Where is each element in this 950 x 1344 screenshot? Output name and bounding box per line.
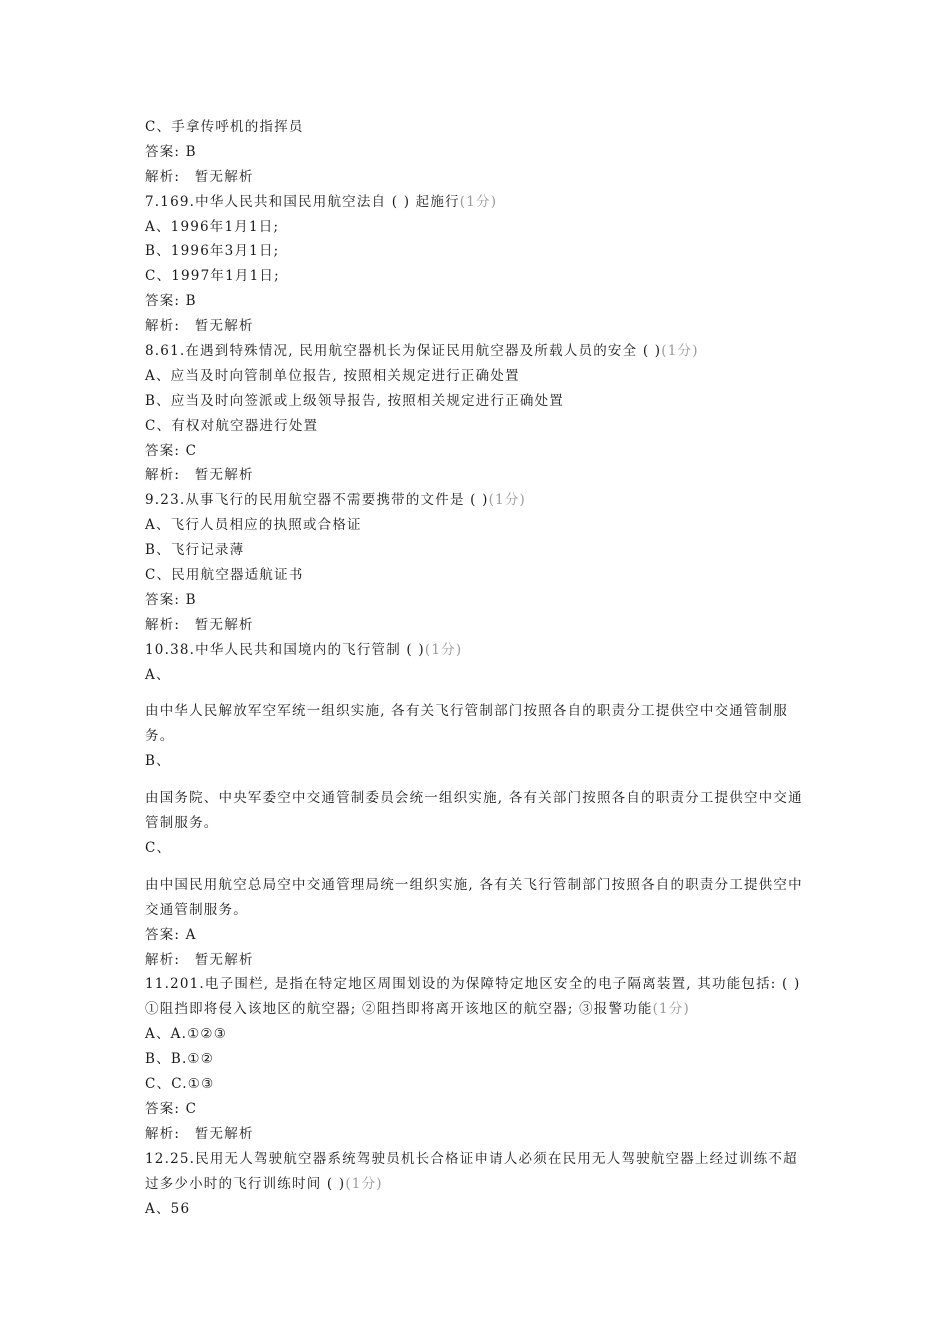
option-b: B、应当及时向签派或上级领导报告, 按照相关规定进行正确处置 [145,392,565,409]
question-12 [145,1147,805,1197]
score-label: (1分) [424,641,463,658]
option-a: A、56 [145,1200,191,1217]
option-a: A、应当及时向管制单位报告, 按照相关规定进行正确处置 [145,367,520,384]
option-c: C、民用航空器适航证书 [145,567,304,584]
option-c: C、1997年1月1日; [145,268,280,285]
question-text: 12.25.民用无人驾驶航空器系统驾驶员机长合格证申请人必须在民用无人驾驶航空器上经过训练不超过多少小时的飞行训练时间 ( ) [145,1150,798,1192]
option-b: B、B.①② [145,1051,215,1068]
option-b: B、1996年3月1日; [145,243,280,260]
question-11 [145,972,805,1022]
question-10 [145,638,805,663]
question-text: 8.61.在遇到特殊情况, 民用航空器机长为保证民用航空器及所载人员的安全 ( ) [145,343,662,360]
score-label: (1分) [661,343,699,360]
question-text: 7.169.中华人民共和国民用航空法自 ( ) 起施行 [145,193,460,210]
question-text: 10.38.中华人民共和国境内的飞行管制 ( ) [145,641,425,658]
explanation: 解析: 暂无解析 [145,951,254,968]
option-a: A、A.①②③ [145,1026,227,1043]
score-label: (1分) [345,1175,383,1192]
answer: 答案: A [145,926,197,943]
option-c: C、有权对航空器进行处置 [145,417,319,434]
option-a: A、飞行人员相应的执照或合格证 [145,517,362,534]
score-label: (1分) [652,1001,691,1018]
question-9 [145,488,805,513]
explanation: 解析: 暂无解析 [145,616,254,633]
question-8 [145,339,805,364]
score-label: (1分) [488,492,527,509]
question-7 [145,190,805,215]
answer: 答案: B [145,293,197,310]
answer: 答案: C [145,1100,198,1117]
answer: 答案: B [145,143,197,160]
option-b: B、飞行记录薄 [145,542,245,559]
option-c: C、手拿传呼机的指挥员 [145,119,304,135]
score-label: (1分) [459,193,498,210]
answer: 答案: B [145,591,197,608]
option-a-text: 由中华人民解放军空军统一组织实施, 各有关飞行管制部门按照各自的职责分工提供空中交通管制服务。 [145,703,789,745]
option-b-label: B、 [145,753,171,770]
option-b-text: 由国务院、中央军委空中交通管制委员会统一组织实施, 各有关部门按照各自的职责分工提供空中交通管制服务。 [145,790,803,832]
option-a: A、1996年1月1日; [145,218,280,235]
option-c-text: 由中国民用航空总局空中交通管理局统一组织实施, 各有关飞行管制部门按照各自的职责分工提供空中交通管制服务。 [145,876,803,918]
option-c-label: C、 [145,840,172,856]
explanation: 解析: 暂无解析 [145,467,254,484]
explanation: 解析: 暂无解析 [145,1125,254,1142]
option-c: C、C.①③ [145,1076,215,1093]
explanation: 解析: 暂无解析 [145,318,254,335]
question-text: 11.201.电子围栏, 是指在特定地区周围划设的为保障特定地区安全的电子隔离装置, 其功能包括: ( ) ①阻挡即将侵入该地区的航空器; ②阻挡即将离开该地区的航空器; ③报警功能 [145,976,801,1018]
option-a-label: A、 [145,666,171,683]
answer: 答案: C [145,442,198,459]
question-text: 9.23.从事飞行的民用航空器不需要携带的文件是 ( ) [145,492,489,509]
explanation: 解析: 暂无解析 [145,168,254,185]
document-page [145,115,805,1221]
